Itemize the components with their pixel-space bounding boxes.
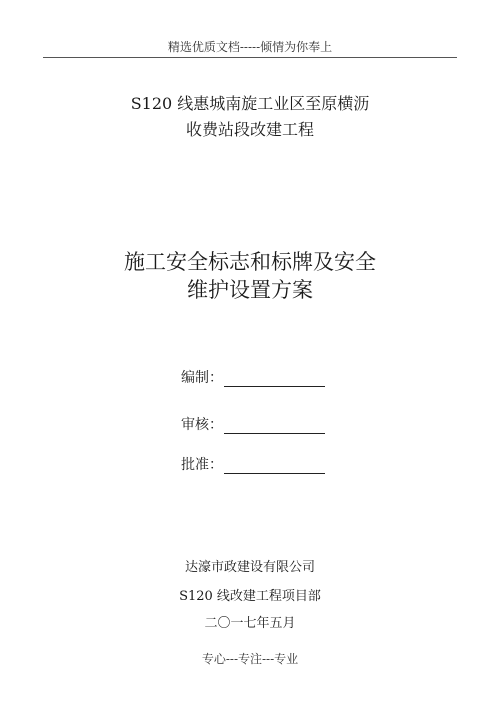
reviewer-signoff-row xyxy=(181,414,325,434)
editor-signoff-row xyxy=(181,367,325,387)
page-header-text: 精选优质文档-----倾情为你奉上 xyxy=(167,40,333,54)
approver-signature-line xyxy=(224,459,325,474)
approver-signoff-row xyxy=(181,454,325,474)
project-title-line-2: 收费站段改建工程 xyxy=(185,120,314,139)
organization-name: 达濠市政建设有限公司 xyxy=(184,560,315,575)
reviewer-label: 审核： xyxy=(181,417,223,433)
project-title-line-1: S120 线惠城南旋工业区至原横沥 xyxy=(130,94,370,113)
project-department: S120 线改建工程项目部 xyxy=(179,589,321,604)
editor-label: 编制： xyxy=(181,370,223,386)
page-footer-text: 专心---专注---专业 xyxy=(201,652,299,666)
approver-label: 批准： xyxy=(181,457,223,473)
header-divider xyxy=(43,57,457,58)
document-title-line-1: 施工安全标志和标牌及安全 xyxy=(124,250,376,274)
reviewer-signature-line xyxy=(224,419,325,434)
editor-signature-line xyxy=(224,372,325,387)
document-title-line-2: 维护设置方案 xyxy=(187,278,313,302)
document-date: 二〇一七年五月 xyxy=(204,616,296,631)
